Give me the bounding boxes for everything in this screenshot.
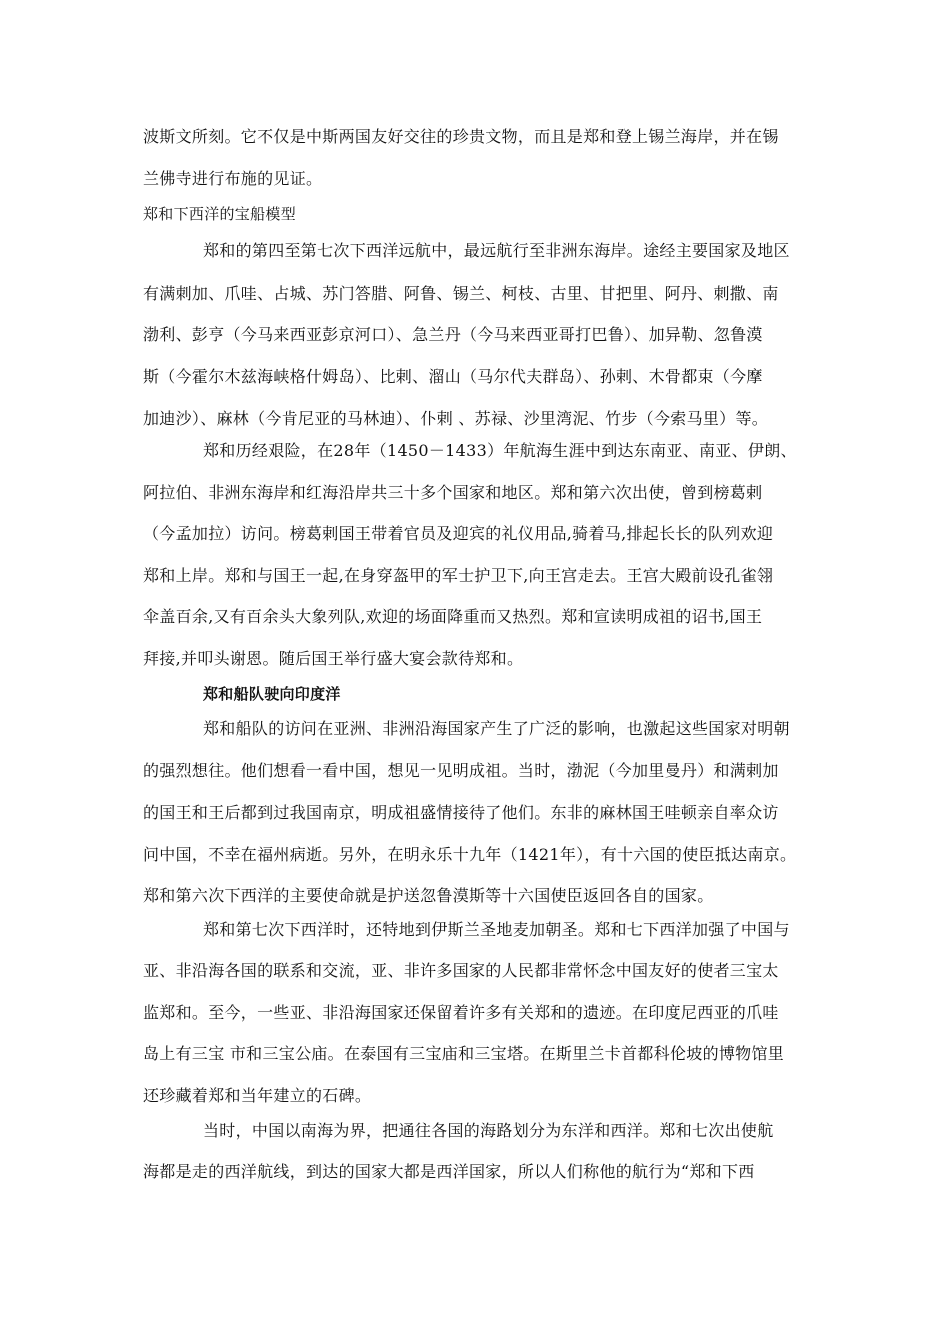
- text-line: 拜接,并叩头谢恩。随后国王举行盛大宴会款待郑和。: [143, 649, 524, 668]
- text-line: 郑和上岸。郑和与国王一起,在身穿盔甲的军士护卫下,向王宫走去。王宫大殿前设孔雀翎: [143, 566, 774, 585]
- text-line: 当时，中国以南海为界，把通往各国的海路划分为东洋和西洋。郑和七次出使航: [203, 1121, 774, 1140]
- text-line: 兰佛寺进行布施的见证。: [143, 169, 323, 188]
- text-line: 郑和的第四至第七次下西洋远航中，最远航行至非洲东海岸。途经主要国家及地区: [203, 241, 790, 260]
- text-line: 还珍藏着郑和当年建立的石碑。: [143, 1086, 372, 1105]
- text-line: 有满刺加、爪哇、占城、苏门答腊、阿鲁、锡兰、柯枝、古里、甘把里、阿丹、刺撒、南: [143, 284, 779, 303]
- text-line: 波斯文所刻。它不仅是中斯两国友好交往的珍贵文物，而且是郑和登上锡兰海岸，并在锡: [143, 127, 779, 146]
- text-line: 伞盖百余,又有百余头大象列队,欢迎的场面降重而又热烈。郑和宣读明成祖的诏书,国王: [143, 607, 763, 626]
- text-line: 郑和历经艰险，在28年（1450－1433）年航海生涯中到达东南亚、南亚、伊朗、: [203, 441, 797, 460]
- text-line: 郑和船队的访问在亚洲、非洲沿海国家产生了广泛的影响，也激起这些国家对明朝: [203, 719, 790, 738]
- text-line: 亚、非沿海各国的联系和交流，亚、非许多国家的人民都非常怀念中国友好的使者三宝太: [143, 961, 779, 980]
- text-line: 阿拉伯、非洲东海岸和红海沿岸共三十多个国家和地区。郑和第六次出使，曾到榜葛剌: [143, 483, 763, 502]
- text-line: 问中国，不幸在福州病逝。另外，在明永乐十九年（1421年），有十六国的使臣抵达南京。: [143, 845, 797, 864]
- text-line: 海都是走的西洋航线，到达的国家大都是西洋国家，所以人们称他的航行为“郑和下西: [143, 1162, 755, 1181]
- image-caption: 郑和下西洋的宝船模型: [143, 205, 297, 223]
- text-line: 斯（今霍尔木兹海峡格什姆岛）、比剌、溜山（马尔代夫群岛）、孙剌、木骨都束（今摩: [143, 367, 763, 386]
- text-line: 岛上有三宝 市和三宝公庙。在泰国有三宝庙和三宝塔。在斯里兰卡首都科伦坡的博物馆里: [143, 1044, 785, 1063]
- section-heading: 郑和船队驶向印度洋: [203, 685, 341, 703]
- text-line: 的强烈想往。他们想看一看中国，想见一见明成祖。当时，渤泥（今加里曼丹）和满剌加: [143, 761, 779, 780]
- text-line: 郑和第六次下西洋的主要使命就是护送忽鲁漠斯等十六国使臣返回各自的国家。: [143, 886, 714, 905]
- text-line: 郑和第七次下西洋时，还特地到伊斯兰圣地麦加朝圣。郑和七下西洋加强了中国与: [203, 920, 790, 939]
- text-line: 监郑和。至今，一些亚、非沿海国家还保留着许多有关郑和的遗迹。在印度尼西亚的爪哇: [143, 1003, 779, 1022]
- text-line: 渤利、彭亨（今马来西亚彭京河口）、急兰丹（今马来西亚哥打巴鲁）、加异勒、忽鲁漠: [143, 325, 763, 344]
- text-line: （今孟加拉）访问。榜葛剌国王带着官员及迎宾的礼仪用品,骑着马,排起长长的队列欢迎: [143, 524, 774, 543]
- text-line: 加迪沙）、麻林（今肯尼亚的马林迪）、仆剌 、苏禄、沙里湾泥、竹步（今索马里）等。: [143, 409, 769, 428]
- text-line: 的国王和王后都到过我国南京，明成祖盛情接待了他们。东非的麻林国王哇顿亲自率众访: [143, 803, 779, 822]
